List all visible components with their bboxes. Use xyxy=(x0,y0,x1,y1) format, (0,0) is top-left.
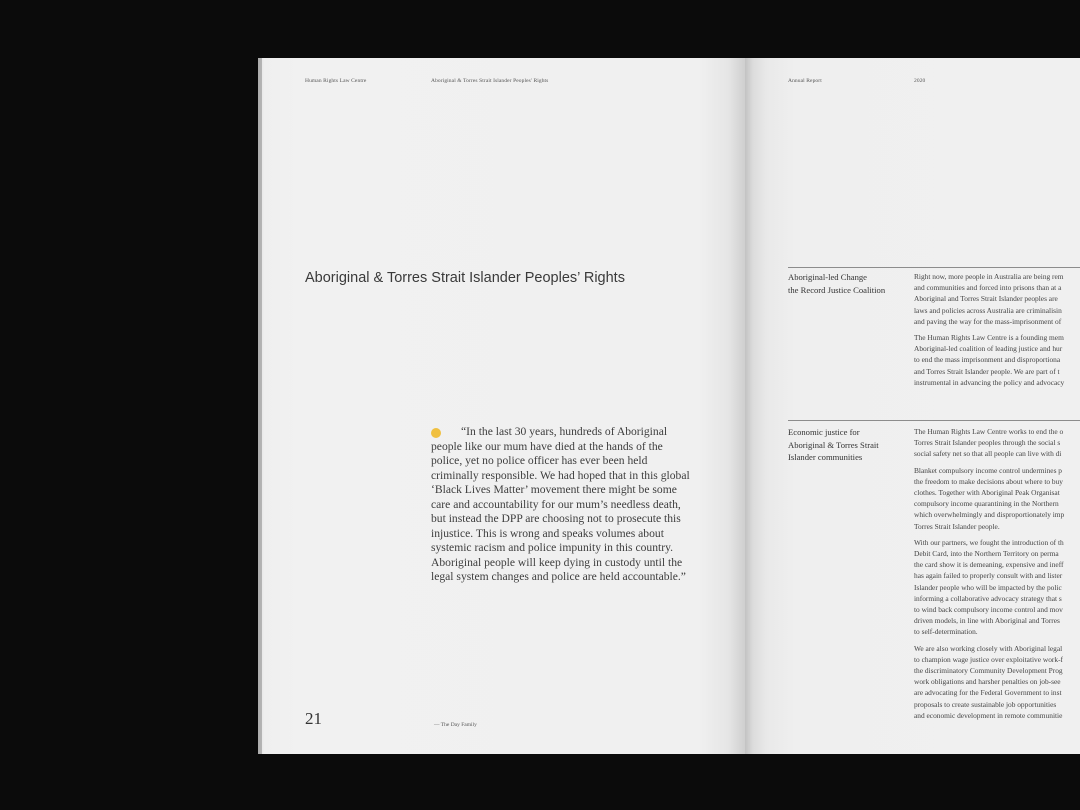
section-heading-line: Islander communities xyxy=(788,452,863,462)
text-line: work obligations and harsher penalties on job-see xyxy=(914,677,1061,687)
text-line: to self-determination. xyxy=(914,627,978,637)
paragraph xyxy=(914,643,1080,721)
text-line: and Torres Strait Islander people. We are part of t xyxy=(914,366,1060,376)
quote-line: Aboriginal people will keep dying in custody until the xyxy=(431,555,683,569)
text-line: to end the mass imprisonment and disproportiona xyxy=(914,355,1061,365)
section-body xyxy=(914,426,1080,726)
paragraph xyxy=(914,271,1080,327)
text-line: are advocating for the Federal Government to inst xyxy=(914,688,1062,698)
text-line: and communities and forced into prisons than at a xyxy=(914,283,1062,293)
quote-line: “In the last 30 years, hundreds of Aboriginal xyxy=(461,425,668,438)
section-body xyxy=(914,271,1080,393)
text-line: The Human Rights Law Centre works to end the o xyxy=(914,427,1064,436)
text-line: which overwhelmingly and disproportionately imp xyxy=(914,510,1065,520)
running-header-left: Annual Report xyxy=(788,78,822,84)
text-line: instrumental in advancing the policy and advocacy xyxy=(914,377,1065,387)
quote-line: but instead the DPP are choosing not to prosecute this xyxy=(431,512,681,525)
section-heading xyxy=(788,271,906,296)
quote-line: people like our mum have died at the hands of the xyxy=(431,439,663,453)
text-line: and paving the way for the mass-imprisonment of xyxy=(914,316,1062,326)
right-page xyxy=(745,58,1080,754)
running-header-center: Aboriginal & Torres Strait Islander Peoples' Rights xyxy=(431,78,549,84)
text-line: informing a collaborative advocacy strategy that s xyxy=(914,593,1062,603)
quote-line: police, yet no police officer has ever been held xyxy=(431,454,648,467)
section-heading-line: Aboriginal & Torres Strait xyxy=(788,439,879,450)
text-line: Torres Strait Islander peoples through the social s xyxy=(914,438,1061,448)
section-heading-line: Aboriginal-led Change xyxy=(788,272,867,282)
text-line: The Human Rights Law Centre is a founding mem xyxy=(914,333,1064,343)
section-heading-line: Economic justice for xyxy=(788,427,860,437)
section-divider xyxy=(788,420,1080,421)
quote-attribution: — The Day Family xyxy=(434,722,477,728)
page-title: Aboriginal & Torres Strait Islander Peoples’ Rights xyxy=(305,270,625,286)
quote-line: injustice. This is wrong and speaks volumes about xyxy=(431,526,664,540)
quote-line: care and accountability for our mum’s needless death, xyxy=(431,497,681,511)
quote-line: legal system changes and police are held accountable.” xyxy=(431,570,686,583)
text-line: driven models, in line with Aboriginal and Torres xyxy=(914,616,1060,626)
magazine-spread xyxy=(258,58,1080,754)
quote-line: systemic racism and police impunity in this country. xyxy=(431,541,674,554)
text-line: has again failed to properly consult with and lister xyxy=(914,571,1063,581)
text-line: Right now, more people in Australia are being rem xyxy=(914,272,1064,281)
page-number: 21 xyxy=(305,709,322,728)
text-line: Aboriginal and Torres Strait Islander peoples are xyxy=(914,294,1058,304)
text-line: and economic development in remote communitie xyxy=(914,710,1063,720)
text-line: Torres Strait Islander people. xyxy=(914,521,1000,531)
text-line: Debit Card, into the Northern Territory on perma xyxy=(914,549,1059,559)
paragraph xyxy=(914,537,1080,638)
paragraph xyxy=(914,426,1080,460)
text-line: to champion wage justice over exploitative work-f xyxy=(914,654,1063,664)
paragraph xyxy=(914,465,1080,532)
quote-line: ‘Black Lives Matter’ movement there might be some xyxy=(431,483,677,496)
quote-line: criminally responsible. We had hoped that in this global xyxy=(431,468,690,482)
pull-quote xyxy=(431,425,721,585)
section-heading xyxy=(788,426,906,464)
text-line: the discriminatory Community Development Prog xyxy=(914,666,1063,676)
text-line: to wind back compulsory income control and mov xyxy=(914,605,1063,615)
section-divider xyxy=(788,267,1080,268)
text-line: clothes. Together with Aboriginal Peak Organisat xyxy=(914,488,1060,498)
left-page xyxy=(258,58,745,754)
text-line: With our partners, we fought the introduction of th xyxy=(914,537,1064,547)
paragraph xyxy=(914,332,1080,388)
page-edge-shadow xyxy=(258,58,262,754)
text-line: Aboriginal-led coalition of leading justice and hur xyxy=(914,344,1063,354)
running-header-left: Human Rights Law Centre xyxy=(305,78,367,84)
text-line: compulsory income quarantining in the Northern xyxy=(914,499,1059,509)
text-line: Blanket compulsory income control undermines p xyxy=(914,465,1062,475)
text-line: the freedom to make decisions about where to buy xyxy=(914,476,1063,486)
text-line: Islander people who will be impacted by the polic xyxy=(914,582,1062,592)
text-line: We are also working closely with Aboriginal legal xyxy=(914,643,1063,653)
section-heading-line: the Record Justice Coalition xyxy=(788,284,886,295)
text-line: laws and policies across Australia are criminalisin xyxy=(914,305,1062,315)
text-line: the card show it is demeaning, expensive and ineff xyxy=(914,560,1064,570)
running-header-year: 2020 xyxy=(914,78,926,84)
text-line: social safety net so that all people can live with di xyxy=(914,449,1062,459)
text-line: proposals to create sustainable job opportunities xyxy=(914,699,1057,709)
